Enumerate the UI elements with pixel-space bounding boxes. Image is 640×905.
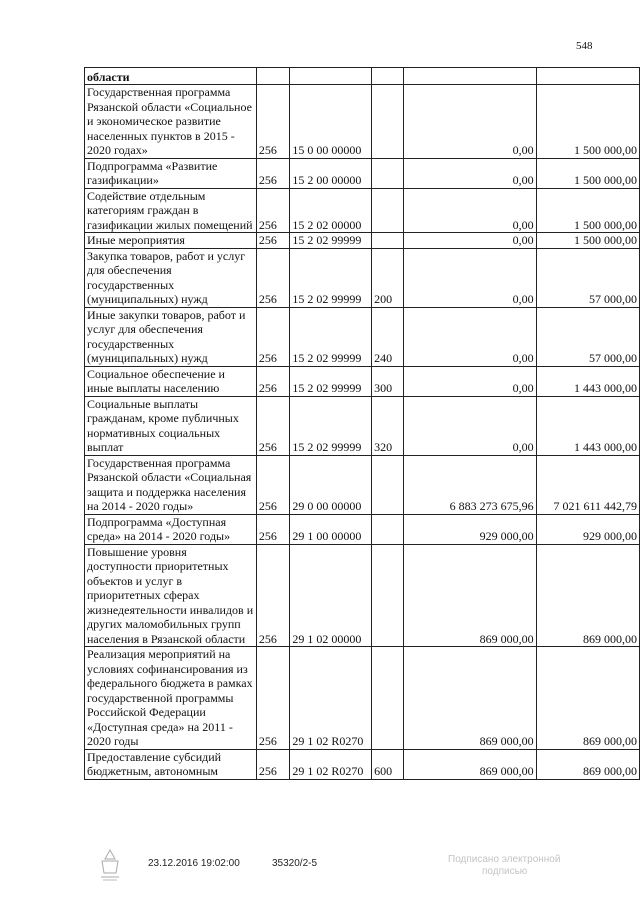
cell-v1: 0,00 (403, 248, 536, 307)
cell-csr: 15 2 00 00000 (290, 158, 372, 188)
table-row (85, 248, 640, 307)
cell-code: 256 (256, 544, 290, 647)
cell-code: 256 (256, 647, 290, 750)
cell-code: 256 (256, 514, 290, 544)
table-row (85, 647, 640, 750)
cell-csr: 15 0 00 00000 (290, 85, 372, 159)
cell-name: Закупка товаров, работ и услуг для обеспечения государственных (муниципальных) нужд (85, 248, 257, 307)
table-row (85, 85, 640, 159)
cell-name: Реализация мероприятий на условиях софинансирования из федерального бюджета в рамках государственной программы Российской Федерации «Доступная среда» на 2011 - 2020 годы (85, 647, 257, 750)
cell-code: 256 (256, 248, 290, 307)
cell-v2: 1 500 000,00 (536, 233, 639, 249)
cell-csr: 29 1 02 R0270 (290, 749, 372, 779)
cell-v2: 1 443 000,00 (536, 366, 639, 396)
watermark-line: Подписано электронной (448, 854, 561, 865)
cell-v2: 1 443 000,00 (536, 396, 639, 455)
budget-table-body (85, 68, 640, 780)
cell-vr: 320 (372, 396, 404, 455)
cell-v1 (403, 68, 536, 85)
cell-vr (372, 188, 404, 233)
cell-code: 256 (256, 307, 290, 366)
cell-vr (372, 514, 404, 544)
cell-v2: 1 500 000,00 (536, 85, 639, 159)
cell-v1: 869 000,00 (403, 647, 536, 750)
cell-name: Иные закупки товаров, работ и услуг для обеспечения государственных (муниципальных) нужд (85, 307, 257, 366)
cell-name: Иные мероприятия (85, 233, 257, 249)
cell-csr: 15 2 02 99999 (290, 307, 372, 366)
cell-vr (372, 647, 404, 750)
emblem-icon (96, 847, 124, 883)
cell-code: 256 (256, 455, 290, 514)
cell-code: 256 (256, 188, 290, 233)
cell-code: 256 (256, 749, 290, 779)
cell-vr: 300 (372, 366, 404, 396)
cell-csr: 15 2 02 99999 (290, 233, 372, 249)
cell-v1: 0,00 (403, 85, 536, 159)
table-row (85, 68, 640, 85)
cell-name: Государственная программа Рязанской области «Социальная защита и поддержка населения на 2014 - 2020 годы» (85, 455, 257, 514)
cell-v1: 0,00 (403, 366, 536, 396)
cell-v2: 1 500 000,00 (536, 188, 639, 233)
cell-vr (372, 544, 404, 647)
cell-code (256, 68, 290, 85)
cell-v1: 6 883 273 675,96 (403, 455, 536, 514)
cell-name: Подпрограмма «Развитие газификации» (85, 158, 257, 188)
cell-v2: 929 000,00 (536, 514, 639, 544)
cell-v1: 869 000,00 (403, 749, 536, 779)
cell-name: Государственная программа Рязанской области «Социальное и экономическое развитие населенных пунктов в 2015 - 2020 годах» (85, 85, 257, 159)
cell-v1: 869 000,00 (403, 544, 536, 647)
table-row (85, 514, 640, 544)
cell-vr (372, 455, 404, 514)
cell-v2: 869 000,00 (536, 749, 639, 779)
cell-csr (290, 68, 372, 85)
cell-vr: 240 (372, 307, 404, 366)
cell-csr: 29 1 00 00000 (290, 514, 372, 544)
footer-datetime: 23.12.2016 19:02:00 (148, 858, 240, 869)
table-row (85, 307, 640, 366)
cell-csr: 15 2 02 99999 (290, 366, 372, 396)
cell-v1: 929 000,00 (403, 514, 536, 544)
table-row (85, 188, 640, 233)
cell-csr: 15 2 02 00000 (290, 188, 372, 233)
cell-v1: 0,00 (403, 307, 536, 366)
table-row (85, 396, 640, 455)
cell-name: Социальное обеспечение и иные выплаты населению (85, 366, 257, 396)
cell-v2: 57 000,00 (536, 248, 639, 307)
cell-csr: 29 1 02 R0270 (290, 647, 372, 750)
cell-vr (372, 233, 404, 249)
cell-code: 256 (256, 158, 290, 188)
cell-vr: 600 (372, 749, 404, 779)
table-row (85, 366, 640, 396)
footer-doc-code: 35320/2-5 (272, 858, 318, 869)
cell-v2: 7 021 611 442,79 (536, 455, 639, 514)
cell-name: Социальные выплаты гражданам, кроме публичных нормативных социальных выплат (85, 396, 257, 455)
cell-code: 256 (256, 85, 290, 159)
cell-code: 256 (256, 233, 290, 249)
cell-csr: 29 1 02 00000 (290, 544, 372, 647)
budget-table (84, 67, 640, 780)
cell-name: Содействие отдельным категориям граждан в газификации жилых помещений (85, 188, 257, 233)
cell-v1: 0,00 (403, 396, 536, 455)
cell-name: Подпрограмма «Доступная среда» на 2014 - 2020 годы» (85, 514, 257, 544)
cell-v2: 1 500 000,00 (536, 158, 639, 188)
cell-v2: 57 000,00 (536, 307, 639, 366)
table-row (85, 158, 640, 188)
cell-name: Повышение уровня доступности приоритетных объектов и услуг в приоритетных сферах жизнедеятельности инвалидов и других маломобильных групп населения в Рязанской области (85, 544, 257, 647)
cell-vr (372, 158, 404, 188)
cell-v2: 869 000,00 (536, 647, 639, 750)
cell-vr: 200 (372, 248, 404, 307)
cell-csr: 15 2 02 99999 (290, 248, 372, 307)
cell-v1: 0,00 (403, 158, 536, 188)
cell-vr (372, 68, 404, 85)
cell-v2: 869 000,00 (536, 544, 639, 647)
table-row (85, 749, 640, 779)
cell-code: 256 (256, 366, 290, 396)
cell-name: области (85, 68, 257, 85)
watermark-line: подписью (482, 866, 528, 877)
table-row (85, 233, 640, 249)
cell-v1: 0,00 (403, 188, 536, 233)
table-row (85, 544, 640, 647)
cell-name: Предоставление субсидий бюджетным, автономным (85, 749, 257, 779)
cell-vr (372, 85, 404, 159)
signature-watermark (448, 854, 560, 878)
page-number: 548 (576, 40, 593, 52)
cell-v1: 0,00 (403, 233, 536, 249)
cell-csr: 15 2 02 99999 (290, 396, 372, 455)
table-row (85, 455, 640, 514)
cell-code: 256 (256, 396, 290, 455)
cell-v2 (536, 68, 639, 85)
cell-csr: 29 0 00 00000 (290, 455, 372, 514)
